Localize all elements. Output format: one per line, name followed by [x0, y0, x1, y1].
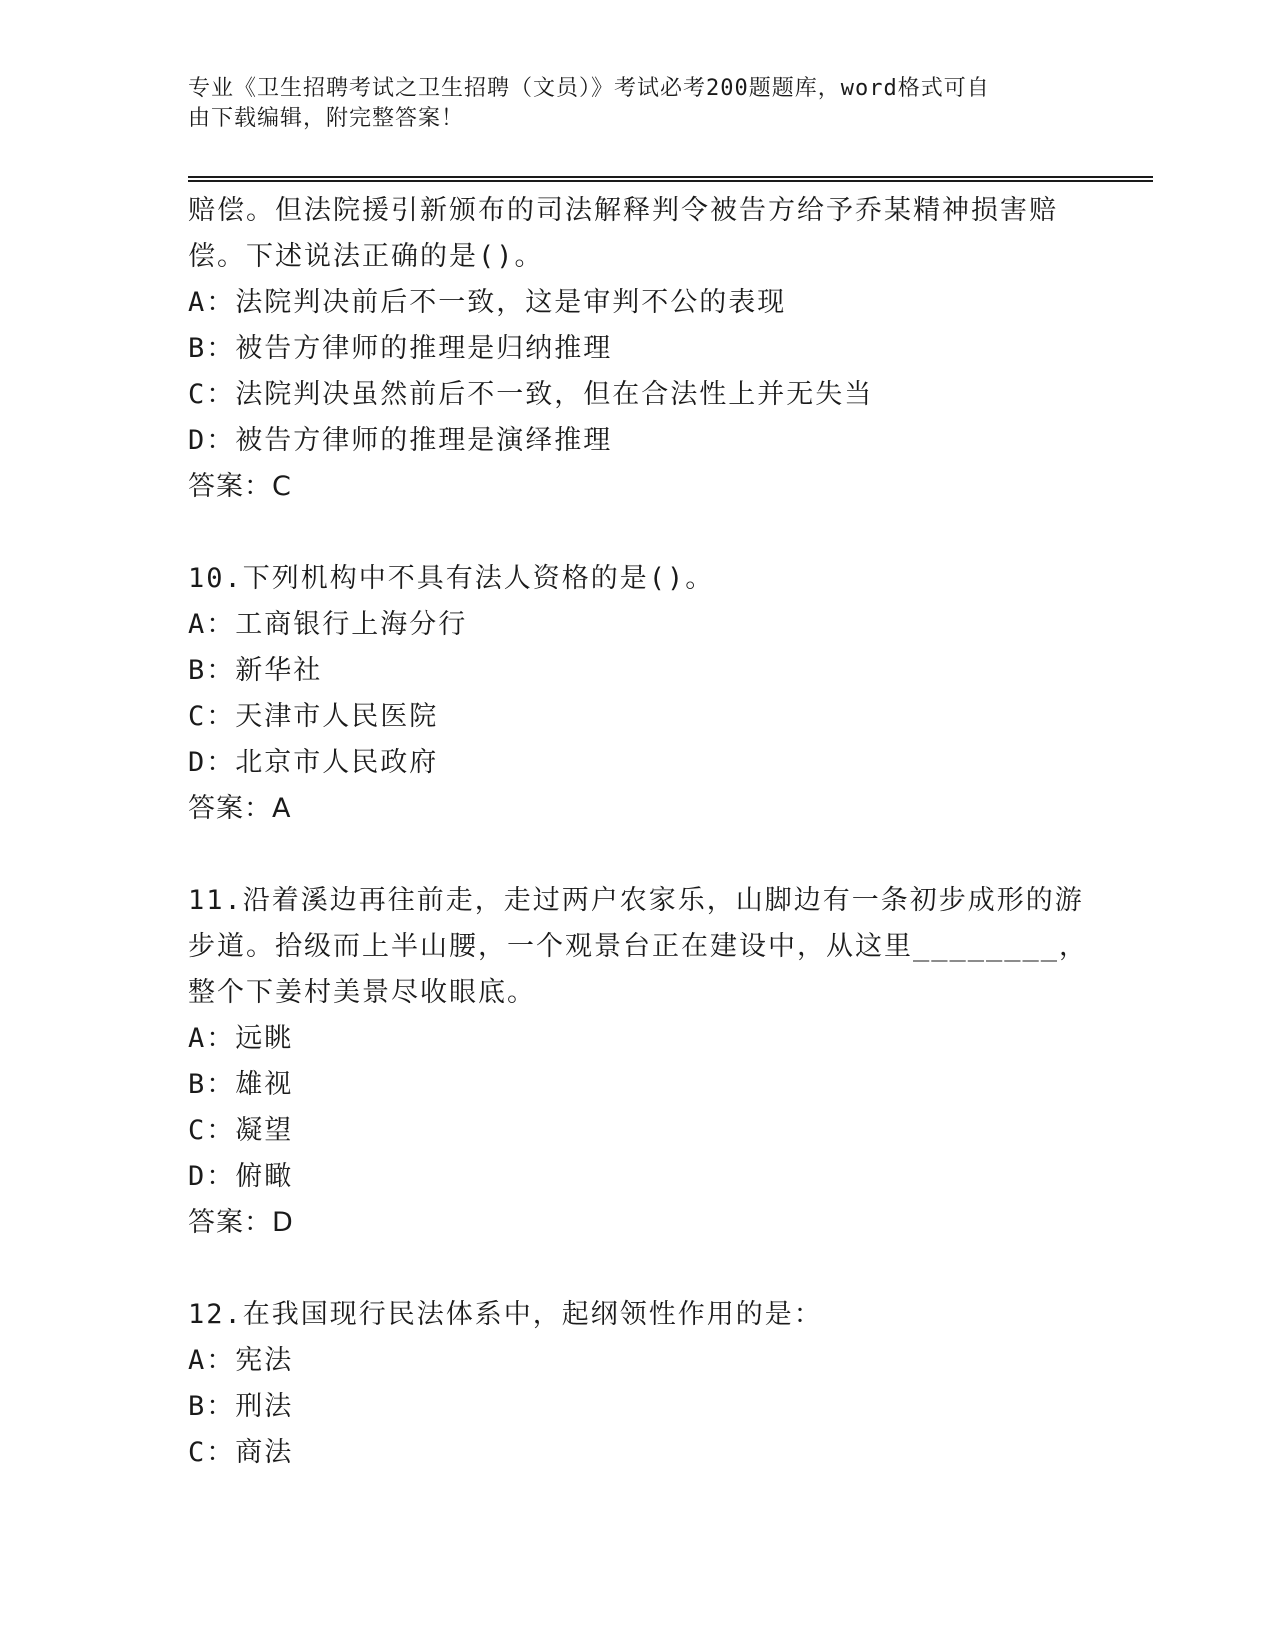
question-9 [188, 188, 1088, 510]
answer-label: 答案：D [188, 1207, 294, 1238]
question-stem: 12.在我国现行民法体系中，起纲领性作用的是： [188, 1299, 823, 1330]
question-stem: 偿。下述说法正确的是()。 [188, 241, 544, 272]
header-line-2: 由下载编辑，附完整答案！ [188, 106, 465, 131]
question-stem: 整个下姜村美景尽收眼底。 [188, 977, 536, 1008]
option-c: C：商法 [188, 1437, 294, 1468]
question-stem: 赔偿。但法院援引新颁布的司法解释判令被告方给予乔某精神损害赔 [188, 195, 1058, 226]
document-header [188, 74, 1068, 134]
option-a: A：工商银行上海分行 [188, 609, 468, 640]
header-line-1: 专业《卫生招聘考试之卫生招聘（文员）》考试必考200题题库，word格式可自 [188, 76, 990, 101]
option-b: B：刑法 [188, 1391, 294, 1422]
option-a: A：法院判决前后不一致，这是审判不公的表现 [188, 287, 787, 318]
answer-label: 答案：A [188, 793, 292, 824]
option-c: C：凝望 [188, 1115, 294, 1146]
option-c: C：天津市人民医院 [188, 701, 439, 732]
option-b: B：新华社 [188, 655, 323, 686]
question-stem: 步道。拾级而上半山腰，一个观景台正在建设中，从这里________， [188, 931, 1089, 962]
question-11 [188, 878, 1088, 1246]
option-a: A：远眺 [188, 1023, 294, 1054]
question-10 [188, 556, 1088, 832]
option-d: D：俯瞰 [188, 1161, 294, 1192]
question-stem: 10.下列机构中不具有法人资格的是()。 [188, 563, 715, 594]
answer-label: 答案：C [188, 471, 292, 502]
option-b: B：雄视 [188, 1069, 294, 1100]
option-a: A：宪法 [188, 1345, 294, 1376]
option-b: B：被告方律师的推理是归纳推理 [188, 333, 613, 364]
option-c: C：法院判决虽然前后不一致，但在合法性上并无失当 [188, 379, 874, 410]
question-12 [188, 1292, 1088, 1476]
question-stem: 11.沿着溪边再往前走，走过两户农家乐，山脚边有一条初步成形的游 [188, 885, 1084, 916]
option-d: D：被告方律师的推理是演绎推理 [188, 425, 613, 456]
header-divider [188, 176, 1153, 182]
question-list [188, 188, 1088, 1476]
option-d: D：北京市人民政府 [188, 747, 439, 778]
